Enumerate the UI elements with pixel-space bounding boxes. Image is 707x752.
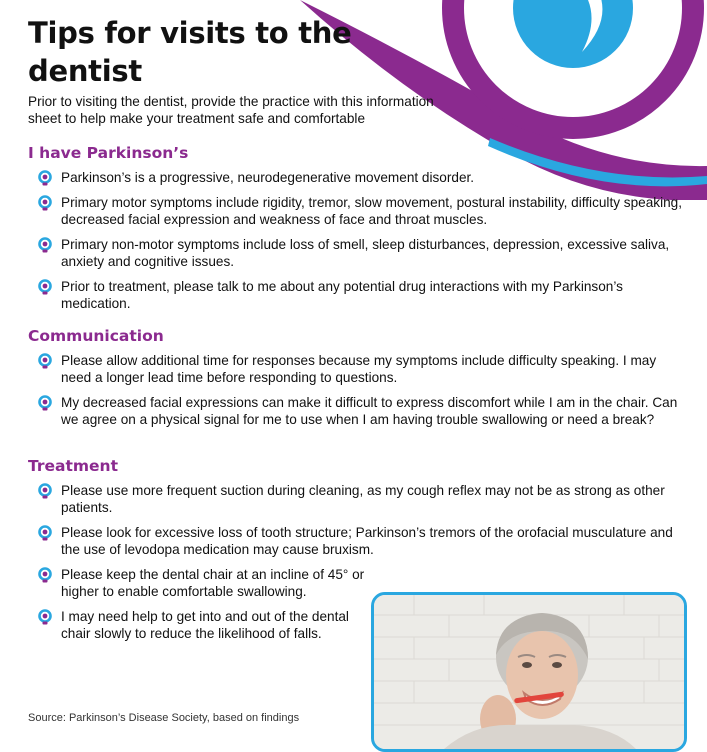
lightbulb-icon [37,609,53,625]
lightbulb-icon [37,567,53,583]
lightbulb-icon [37,279,53,295]
page-title: Tips for visits to the dentist [28,16,352,88]
lightbulb-icon [37,483,53,499]
intro-text: Prior to visiting the dentist, provide the practice with this information sheet to help make your treatment safe and comfortable [28,94,434,126]
lightbulb-icon [37,170,53,186]
list-item: Primary non-motor symptoms include loss of smell, sleep disturbances, depression, excessive saliva, anxiety and cognitive issues. [28,236,687,270]
lightbulb-icon [37,237,53,253]
list-item: Please allow additional time for responses because my symptoms include difficulty speaking. I may need a longer lead time before responding to questions. [28,352,687,386]
list-item: Primary motor symptoms include rigidity, tremor, slow movement, postural instability, difficulty speaking, decreased facial expression and weakness of face and throat muscles. [28,194,687,228]
list-item: Please use more frequent suction during cleaning, as my cough reflex may not be as strong as other patients. [28,482,687,516]
list-item: My decreased facial expressions can make it difficult to express discomfort while I am in the chair. Can we agree on a physical signal for me to use when I am having trouble swallowing or need a break? [28,394,687,428]
section-parkinsons [28,143,687,312]
list-item: Prior to treatment, please talk to me about any potential drug interactions with my Parkinson’s medication. [28,278,687,312]
list-item: I may need help to get into and out of the dental chair slowly to reduce the likelihood of falls. [28,608,351,642]
source-line: Source: Parkinson’s Disease Society, based on findings [28,712,300,724]
section-heading: Treatment [28,457,119,475]
lightbulb-icon [37,395,53,411]
lightbulb-icon [37,353,53,369]
lightbulb-icon [37,195,53,211]
section-communication [28,326,687,428]
list-item: Please keep the dental chair at an incline of 45° or higher to enable comfortable swallowing. [28,566,366,600]
patient-photo [371,592,687,752]
section-heading: Communication [28,327,164,345]
lightbulb-icon [37,525,53,541]
list-item: Please look for excessive loss of tooth structure; Parkinson’s tremors of the orofacial musculature and the use of levodopa medication may cause bruxism. [28,524,687,558]
woman-brushing-teeth-illustration [374,595,684,749]
section-heading: I have Parkinson’s [28,144,189,162]
list-item: Parkinson’s is a progressive, neurodegenerative movement disorder. [28,169,687,186]
